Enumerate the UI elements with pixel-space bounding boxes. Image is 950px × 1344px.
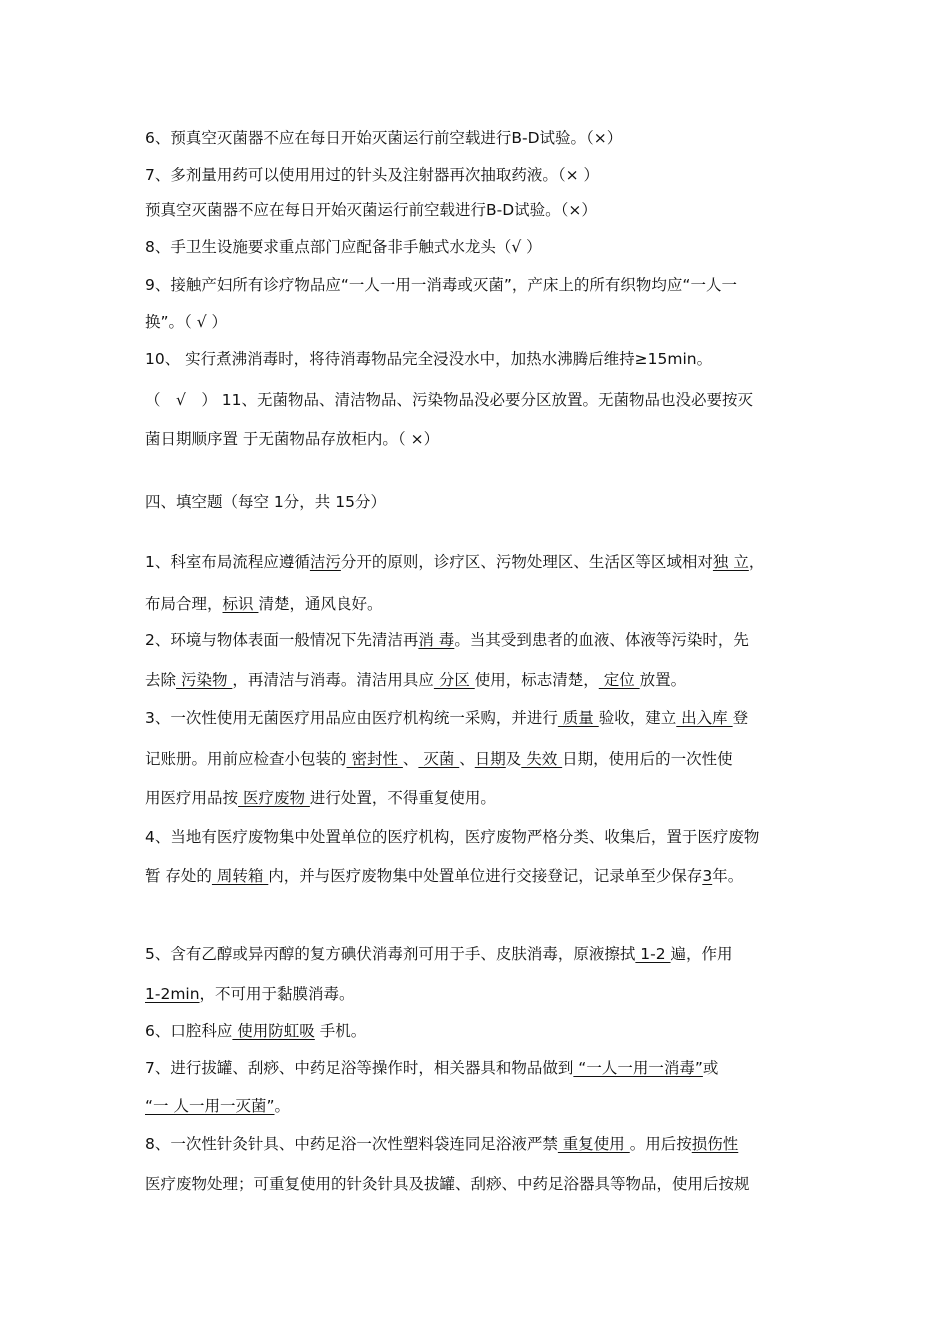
text-segment: 及 (505, 750, 522, 768)
answer-blank: 洁污 (309, 553, 341, 571)
text-segment: 3、一次性使用无菌医疗用品应由医疗机构统一采购，并进行 (145, 709, 558, 727)
text-segment: 7、进行拔罐、刮痧、中药足浴等操作时，相关器具和物品做到 (145, 1059, 574, 1077)
answer-blank: 失效 (521, 750, 563, 768)
text-segment: 5、含有乙醇或异丙醇的复方碘伏消毒剂可用于手、皮肤消毒，原液擦拭 (145, 945, 636, 963)
text-segment: 8、一次性针灸针具、中药足浴一次性塑料袋连同足浴液严禁 (145, 1135, 558, 1153)
text-segment: 1、科室布局流程应遵循 (145, 553, 310, 571)
text-line (145, 348, 712, 370)
text-segment: 7、多剂量用药可以使用用过的针头及注射器再次抽取药液。（× ） (145, 166, 600, 184)
text-segment: 遍，作用 (670, 945, 733, 963)
text-segment: 9、接触产妇所有诊疗物品应“一人一用一消毒或灭菌”，产床上的所有织物均应“一人一 (145, 276, 737, 294)
text-segment: ，再清洁与消毒。清洁用具应 (232, 671, 434, 689)
answer-blank: “一 人一用一灭菌” (145, 1097, 275, 1115)
text-segment: 、 (402, 750, 419, 768)
text-line (145, 428, 439, 450)
text-segment: 四、填空题（每空 1分，共 15分） (145, 493, 386, 511)
text-line (145, 983, 355, 1005)
text-segment: 登 (732, 709, 749, 727)
text-segment: 、 (459, 750, 475, 768)
answer-blank: 污染物 (176, 671, 233, 689)
text-line (145, 127, 622, 149)
text-segment: 用医疗用品按 (145, 789, 239, 807)
answer-blank: 周转箱 (211, 867, 269, 885)
text-segment: 菌日期顺序置 于无菌物品存放柜内。（ ×） (145, 430, 440, 448)
text-segment: 分开的原则，诊疗区、污物处理区、生活区等区域相对 (340, 553, 713, 571)
answer-blank: 出入库 (676, 709, 733, 727)
answer-blank: “一人一用一消毒” (573, 1059, 703, 1077)
text-line (145, 491, 386, 513)
answer-blank: 独 立 (712, 553, 749, 571)
text-segment: 使用，标志清楚， (474, 671, 599, 689)
text-line (145, 669, 686, 691)
text-segment: 暂 存处的 (145, 867, 212, 885)
text-segment: 放置。 (639, 671, 687, 689)
text-segment: 手机。 (314, 1022, 367, 1040)
answer-blank: 分区 (433, 671, 475, 689)
answer-blank: 1-2min (145, 985, 200, 1003)
text-segment: 进行处置，不得重复使用。 (309, 789, 496, 807)
text-line (145, 199, 597, 221)
text-line (145, 865, 743, 887)
text-line (145, 1057, 718, 1079)
text-segment: 6、预真空灭菌器不应在每日开始灭菌运行前空载进行B-D试验。（×） (145, 129, 623, 147)
text-segment: 8、手卫生设施要求重点部门应配备非手触式水龙头（√ ） (145, 238, 542, 256)
text-segment: （ √ ） 11、无菌物品、清洁物品、污染物品没必要分区放置。无菌物品也没必要按灭 (145, 391, 754, 409)
answer-blank: 灭菌 (418, 750, 460, 768)
text-line (145, 593, 382, 615)
text-line (145, 826, 759, 848)
text-segment: 预真空灭菌器不应在每日开始灭菌运行前空载进行B-D试验。（×） (145, 201, 597, 219)
text-segment: 清楚，通风良好。 (258, 595, 383, 613)
text-segment: 记账册。用前应检查小包装的 (145, 750, 347, 768)
text-segment: 日期，使用后的一次性使 (562, 750, 733, 768)
text-line (145, 1020, 366, 1042)
text-segment: 。当其受到患者的血液、体液等污染时，先 (454, 631, 749, 649)
text-line (145, 164, 599, 186)
text-segment: ， (748, 553, 765, 571)
text-line (145, 707, 748, 729)
answer-blank: 日期 (474, 750, 506, 768)
text-line (145, 389, 753, 411)
text-segment: 10、 实行煮沸消毒时，将待消毒物品完全浸没水中，加热水沸腾后维持≥15min。 (145, 350, 713, 368)
text-segment: ，不可用于黏膜消毒。 (199, 985, 355, 1003)
text-line (145, 1133, 738, 1155)
text-line (145, 1095, 290, 1117)
answer-blank: 标识 (222, 595, 259, 613)
text-segment: 换”。（ √ ） (145, 313, 228, 331)
answer-blank: 消 毒 (418, 631, 455, 649)
text-segment: 4、当地有医疗废物集中处置单位的医疗机构，医疗废物严格分类、收集后，置于医疗废物 (145, 828, 760, 846)
text-line (145, 236, 542, 258)
answer-blank: 损伤性 (691, 1135, 739, 1153)
text-line (145, 748, 733, 770)
text-segment: 或 (702, 1059, 719, 1077)
text-line (145, 629, 749, 651)
text-segment: 医疗废物处理；可重复使用的针灸针具及拔罐、刮痧、中药足浴器具等物品，使用后按规 (145, 1175, 750, 1193)
text-line (145, 787, 496, 809)
text-segment: 。用后按 (629, 1135, 692, 1153)
text-segment: 布局合理， (145, 595, 223, 613)
text-segment: 验收，建立 (598, 709, 677, 727)
text-line (145, 551, 764, 573)
answer-blank: 3 (702, 867, 713, 885)
text-segment: 6、口腔科应 (145, 1022, 233, 1040)
text-line (145, 274, 737, 296)
answer-blank: 医疗废物 (238, 789, 310, 807)
answer-blank: 定位 (598, 671, 640, 689)
text-line (145, 943, 733, 965)
answer-blank: 质量 (557, 709, 599, 727)
text-segment: 。 (274, 1097, 291, 1115)
answer-blank: 使用防虹吸 (232, 1022, 315, 1040)
text-line (145, 311, 227, 333)
text-segment: 去除 (145, 671, 177, 689)
answer-blank: 1-2 (635, 945, 671, 963)
text-segment: 2、环境与物体表面一般情况下先清洁再 (145, 631, 419, 649)
text-segment: 内，并与医疗废物集中处置单位进行交接登记，记录单至少保存 (268, 867, 703, 885)
answer-blank: 重复使用 (557, 1135, 630, 1153)
text-line (145, 1173, 750, 1195)
answer-blank: 密封性 (346, 750, 403, 768)
text-segment: 年。 (712, 867, 744, 885)
